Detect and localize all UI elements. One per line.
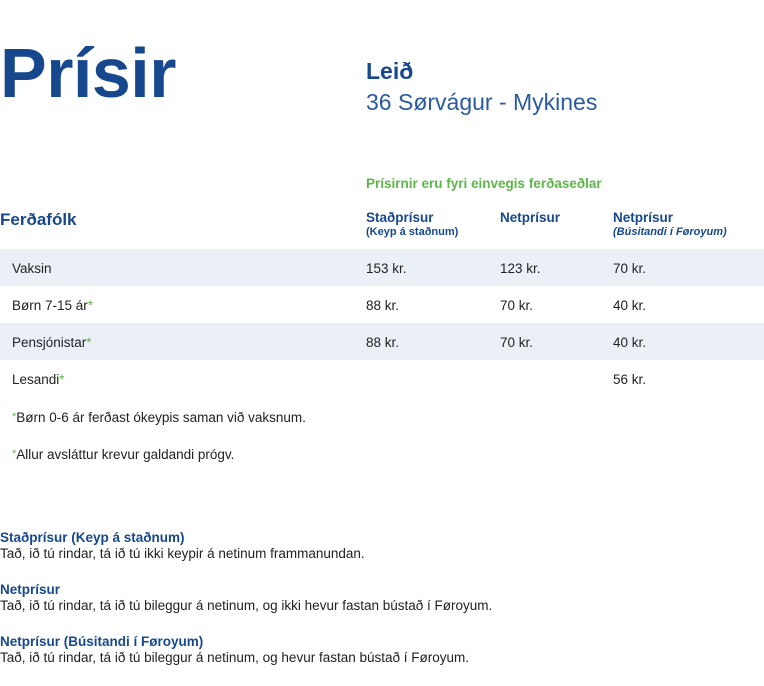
row-name (12, 298, 93, 313)
column-header-passengers: Ferðafólk (0, 210, 77, 229)
asterisk-mark: * (12, 448, 17, 460)
route-label: Leið (366, 58, 414, 84)
definition-net-price-resident (0, 634, 469, 665)
cell-onsite-price: 153 kr. (366, 261, 407, 276)
definition-term: Staðprísur (Keyp á staðnum) (0, 530, 185, 545)
column-header-label: Netprísur (500, 210, 561, 225)
row-name (12, 372, 65, 387)
page-title: Prísir (0, 34, 176, 112)
definition-onsite-price (0, 530, 365, 561)
footnote-text: Allur avsláttur krevur galdandi prógv. (16, 447, 235, 462)
cell-net-price-resident: 40 kr. (613, 335, 647, 350)
table-row (0, 249, 764, 286)
column-header-label: Netprísur (613, 210, 674, 225)
asterisk-mark: * (87, 298, 94, 313)
cell-onsite-price: 88 kr. (366, 298, 400, 313)
cell-net-price: 70 kr. (500, 335, 534, 350)
row-name-text: Pensjónistar (12, 335, 87, 350)
column-header-label: Staðprísur (366, 210, 434, 225)
column-header-net-price-resident (613, 210, 727, 238)
cell-net-price: 70 kr. (500, 298, 534, 313)
footnote-text: Børn 0-6 ár ferðast ókeypis saman við vaksnum. (16, 410, 306, 425)
row-name (12, 261, 52, 276)
row-name-text: Børn 7-15 ár (12, 298, 88, 313)
route-name: 36 Sørvágur - Mykines (366, 89, 598, 115)
asterisk-mark: * (86, 335, 92, 350)
asterisk-mark: * (59, 372, 65, 387)
footnote-children-free (12, 410, 306, 425)
table-row (0, 360, 764, 397)
row-name-text: Lesandi (12, 372, 60, 387)
column-header-sub: (Búsitandi í Føroyum) (613, 226, 727, 238)
definition-description: Tað, ið tú rindar, tá ið tú ikki keypir á netinum frammanundan. (0, 546, 365, 561)
footnote-discount-proof (12, 447, 234, 462)
definition-net-price (0, 582, 492, 613)
price-table (0, 249, 764, 397)
cell-net-price: 123 kr. (500, 261, 541, 276)
asterisk-mark: * (12, 411, 17, 423)
definition-description: Tað, ið tú rindar, tá ið tú bileggur á netinum, og ikki hevur fastan bústað í Føroyum. (0, 598, 493, 613)
cell-net-price-resident: 40 kr. (613, 298, 647, 313)
one-way-note: Prísirnir eru fyri einvegis ferðaseðlar (366, 176, 602, 191)
table-row (0, 286, 764, 323)
cell-net-price-resident: 70 kr. (613, 261, 647, 276)
definition-term: Netprísur (0, 582, 61, 597)
column-header-net-price (500, 210, 560, 225)
row-name (12, 335, 92, 350)
column-header-onsite-price (366, 210, 458, 238)
column-header-sub: (Keyp á staðnum) (366, 226, 459, 238)
definition-term: Netprísur (Búsitandi í Føroyum) (0, 634, 204, 649)
table-row (0, 323, 764, 360)
cell-onsite-price: 88 kr. (366, 335, 400, 350)
definition-description: Tað, ið tú rindar, tá ið tú bileggur á netinum, og hevur fastan bústað í Føroyum. (0, 650, 470, 665)
row-name-text: Vaksin (12, 261, 52, 276)
cell-net-price-resident: 56 kr. (613, 372, 647, 387)
